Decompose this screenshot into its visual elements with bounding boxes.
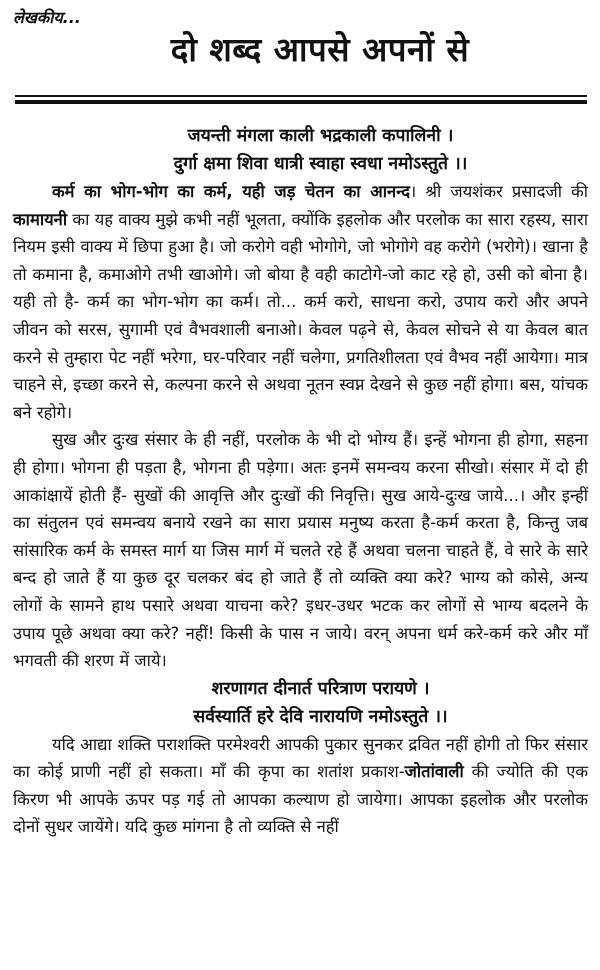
bold-lead-phrase: कर्म का भोग-भोग का कर्म, यही जड़ चेतन का आनन्द [52, 182, 411, 201]
verse-line: दुर्गा क्षमा शिवा धात्री स्वाहा स्वधा नमोऽस्तुते ।। [173, 154, 468, 174]
paragraph-text: यदि आद्या शक्ति पराशक्ति परमेश्वरी आपकी पुकार सुनकर द्रवित नहीं होगी तो फिर संसार का कोई प्राणी नहीं हो सकता। माँ की कृपा का शतांश प्रकाश- [13, 734, 588, 782]
section-tag: लेखकीय... [13, 8, 81, 27]
paragraph-text: का यह वाक्य मुझे कभी नहीं भूलता, क्योंकि इहलोक और परलोक का सारा रहस्य, सारा नियम इसी वाक्य में छिपा हुआ है। जो करोगे वही भोगोगे, जो भोगोगे वह करोगे (भरोगे)। खाना है तो कमाना है, कमाओगे तभी खाओगे। जो बोया है वही काटोगे-जो काट रहे हो, उसी को बोना है। यही तो है- कर्म का भोग-भोग का कर्म। तो... कर्म करो, साधना करो, उपाय करो और अपने जीवन को सरस, सुगामी एवं वैभवशाली बनाओ। केवल पढ़ने से, केवल सोचने से या केवल बात करने से तुम्हारा पेट नहीं भरेगा, घर-परिवार नहीं चलेगा, प्रगतिशीलता एवं वैभव नहीं आयेगा। मात्र चाहने से, इच्छा करने से, कल्पना करने से अथवा नूतन स्वप्न देखने से कुछ नहीं होगा। बस, यांचक बने रहोगे। [13, 209, 588, 422]
paragraph-karma [13, 178, 588, 426]
title-divider-thick [15, 100, 587, 104]
page-body [13, 122, 588, 841]
title-divider-thin [15, 95, 587, 97]
paragraph-text: सुख और दुःख संसार के ही नहीं, परलोक के भी दो भोग्य हैं। इन्हें भोगना ही होगा, सहना ही होगा। भोगना ही पड़ता है, भोगना ही पड़ेगा। अतः इनमें समन्वय करना सीखो। संसार में दो ही आकांक्षायें होती हैं- सुखों की आवृत्ति और दुःखों की निवृत्ति। सुख आये-दुःख जाये...। और इन्हीं का संतुलन एवं समन्वय बनाये रखने का सारा प्रयास मनुष्य करता है-कर्म करता है, किन्तु जब सांसारिक कर्म के समस्त मार्ग या जिस मार्ग में चलते रहे हैं अथवा चलना चाहते हैं, वे सारे के सारे बन्द हो जाते हैं या कुछ दूर चलकर बंद हो जाते हैं तो व्यक्ति क्या करे? भाग्य को कोसे, अन्य लोगों के सामने हाथ पसारे अथवा याचना करे? इधर-उधर भटक कर लोगों से भाग्य बदलने के उपाय पूछे अथवा क्या करे? नहीं! किसी के पास न जाये। वरन् अपना धर्म करे-कर्म करे और माँ भगवती की शरण में जाये। [13, 430, 588, 671]
paragraph-text: । श्री जयशंकर प्रसादजी की [410, 182, 588, 201]
page-title: दो शब्द आपसे अपनों से [170, 30, 470, 69]
paragraph-text: की ज्योति की एक किरण भी आपके ऊपर पड़ गई तो आपका कल्याण हो जायेगा। आपका इहलोक और परलोक दोनों सुधर जायेंगे। यदि कुछ मांगना है तो व्यक्ति से नहीं [13, 762, 588, 837]
paragraph-sukh-dukh [13, 426, 588, 674]
bold-name: जोतांवाली [404, 762, 464, 782]
verse-line: शरणागत दीनार्त परित्राण परायणे । [211, 678, 430, 699]
verse-sharanagat [53, 675, 588, 731]
verse-line: सर्वस्यार्ति हरे देवि नारायणि नमोऽस्तुते ।। [193, 706, 448, 727]
bold-work-title: कामायनी [13, 209, 68, 229]
paragraph-adya-shakti [13, 731, 588, 841]
verse-jayanti [53, 122, 588, 178]
verse-line: जयन्ती मंगला काली भद्रकाली कपालिनी । [187, 126, 454, 146]
